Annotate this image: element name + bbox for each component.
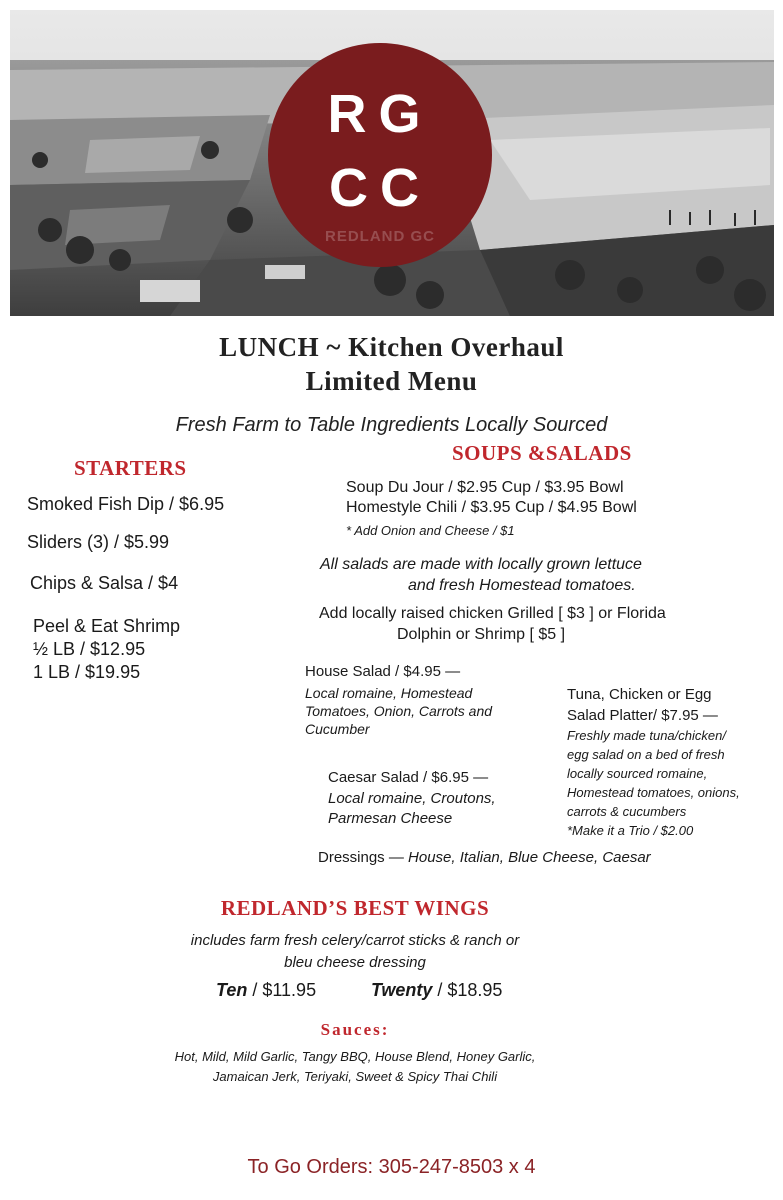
protein-addon: Dolphin or Shrimp [ $5 ] — [397, 626, 566, 643]
dressings-line — [318, 849, 651, 866]
wings-heading: REDLAND’S BEST WINGS — [220, 896, 490, 920]
tagline: Fresh Farm to Table Ingredients Locally Sourced — [175, 414, 608, 436]
desc-line: Tomatoes, Onion, Carrots and — [305, 703, 493, 719]
starter-item: Sliders (3) / $5.99 — [27, 532, 170, 552]
protein-addon: Add locally raised chicken Grilled [ $3 ] or Florida — [319, 605, 666, 622]
caesar-salad-name: Caesar Salad / $6.95 — — [328, 769, 489, 786]
desc-line: Homestead tomatoes, onions, — [567, 785, 740, 800]
desc-line: carrots & cucumbers — [567, 804, 687, 819]
desc-line: Parmesan Cheese — [328, 810, 453, 827]
starter-item: Peel & Eat Shrimp — [33, 616, 181, 636]
sauces-list: Jamaican Jerk, Teriyaki, Sweet & Spicy Thai Chili — [212, 1069, 498, 1084]
wings-ten — [216, 980, 316, 1001]
desc-line: Cucumber — [305, 721, 370, 737]
homestyle-chili: Homestyle Chili / $3.95 Cup / $4.95 Bowl — [346, 499, 637, 516]
starter-item: 1 LB / $19.95 — [33, 662, 141, 682]
caesar-salad-description — [328, 789, 496, 829]
starter-item: Smoked Fish Dip / $6.95 — [27, 494, 225, 514]
desc-line: Local romaine, Croutons, — [328, 790, 496, 807]
soup-du-jour: Soup Du Jour / $2.95 Cup / $3.95 Bowl — [346, 479, 624, 496]
starters-heading: STARTERS — [74, 456, 187, 480]
wings-description: includes farm fresh celery/carrot sticks & ranch or — [190, 932, 520, 949]
desc-line: Freshly made tuna/chicken/ — [567, 728, 726, 743]
desc-line: locally sourced romaine, — [567, 766, 708, 781]
logo-text-bottom: CC — [329, 158, 431, 218]
starter-item: ½ LB / $12.95 — [33, 639, 146, 659]
wings-twenty — [371, 980, 502, 1001]
desc-line: Local romaine, Homestead — [305, 685, 473, 701]
wings-description: bleu cheese dressing — [284, 954, 426, 971]
desc-line: egg salad on a bed of fresh — [567, 747, 725, 762]
sauces-heading: Sauces: — [320, 1020, 390, 1039]
sauces-list: Hot, Mild, Mild Garlic, Tangy BBQ, House Blend, Honey Garlic, — [174, 1049, 536, 1064]
wings-twenty-label: Twenty — [371, 980, 433, 1000]
club-logo — [268, 43, 492, 267]
salad-note: All salads are made with locally grown lettuce — [320, 556, 642, 573]
dressings-label: Dressings — — [318, 849, 404, 866]
wings-twenty-price: / $18.95 — [437, 980, 503, 1000]
name-line: Salad Platter/ $7.95 — — [567, 707, 718, 724]
name-line: Tuna, Chicken or Egg — [567, 686, 712, 703]
salad-platter-description — [567, 726, 740, 840]
dressings-list: House, Italian, Blue Cheese, Caesar — [408, 849, 651, 866]
logo-text-top: RG — [327, 84, 433, 144]
menu-title: LUNCH ~ Kitchen Overhaul — [219, 332, 564, 362]
wings-ten-price: / $11.95 — [252, 980, 317, 1000]
soups-salads-heading: SOUPS &SALADS — [452, 441, 632, 465]
wings-ten-label: Ten — [216, 980, 248, 1000]
menu-subtitle: Limited Menu — [305, 366, 478, 396]
logo-crest-text: REDLAND GC — [325, 228, 435, 245]
house-salad-description — [305, 684, 535, 738]
starter-item: Chips & Salsa / $4 — [30, 573, 179, 593]
trio-addon: *Make it a Trio / $2.00 — [567, 823, 694, 838]
salad-note: and fresh Homestead tomatoes. — [408, 577, 636, 594]
salad-platter-name — [567, 684, 718, 726]
house-salad-name: House Salad / $4.95 — — [305, 663, 461, 680]
to-go-orders-phone: To Go Orders: 305-247-8503 x 4 — [247, 1156, 536, 1178]
soup-addon: * Add Onion and Cheese / $1 — [346, 523, 515, 538]
